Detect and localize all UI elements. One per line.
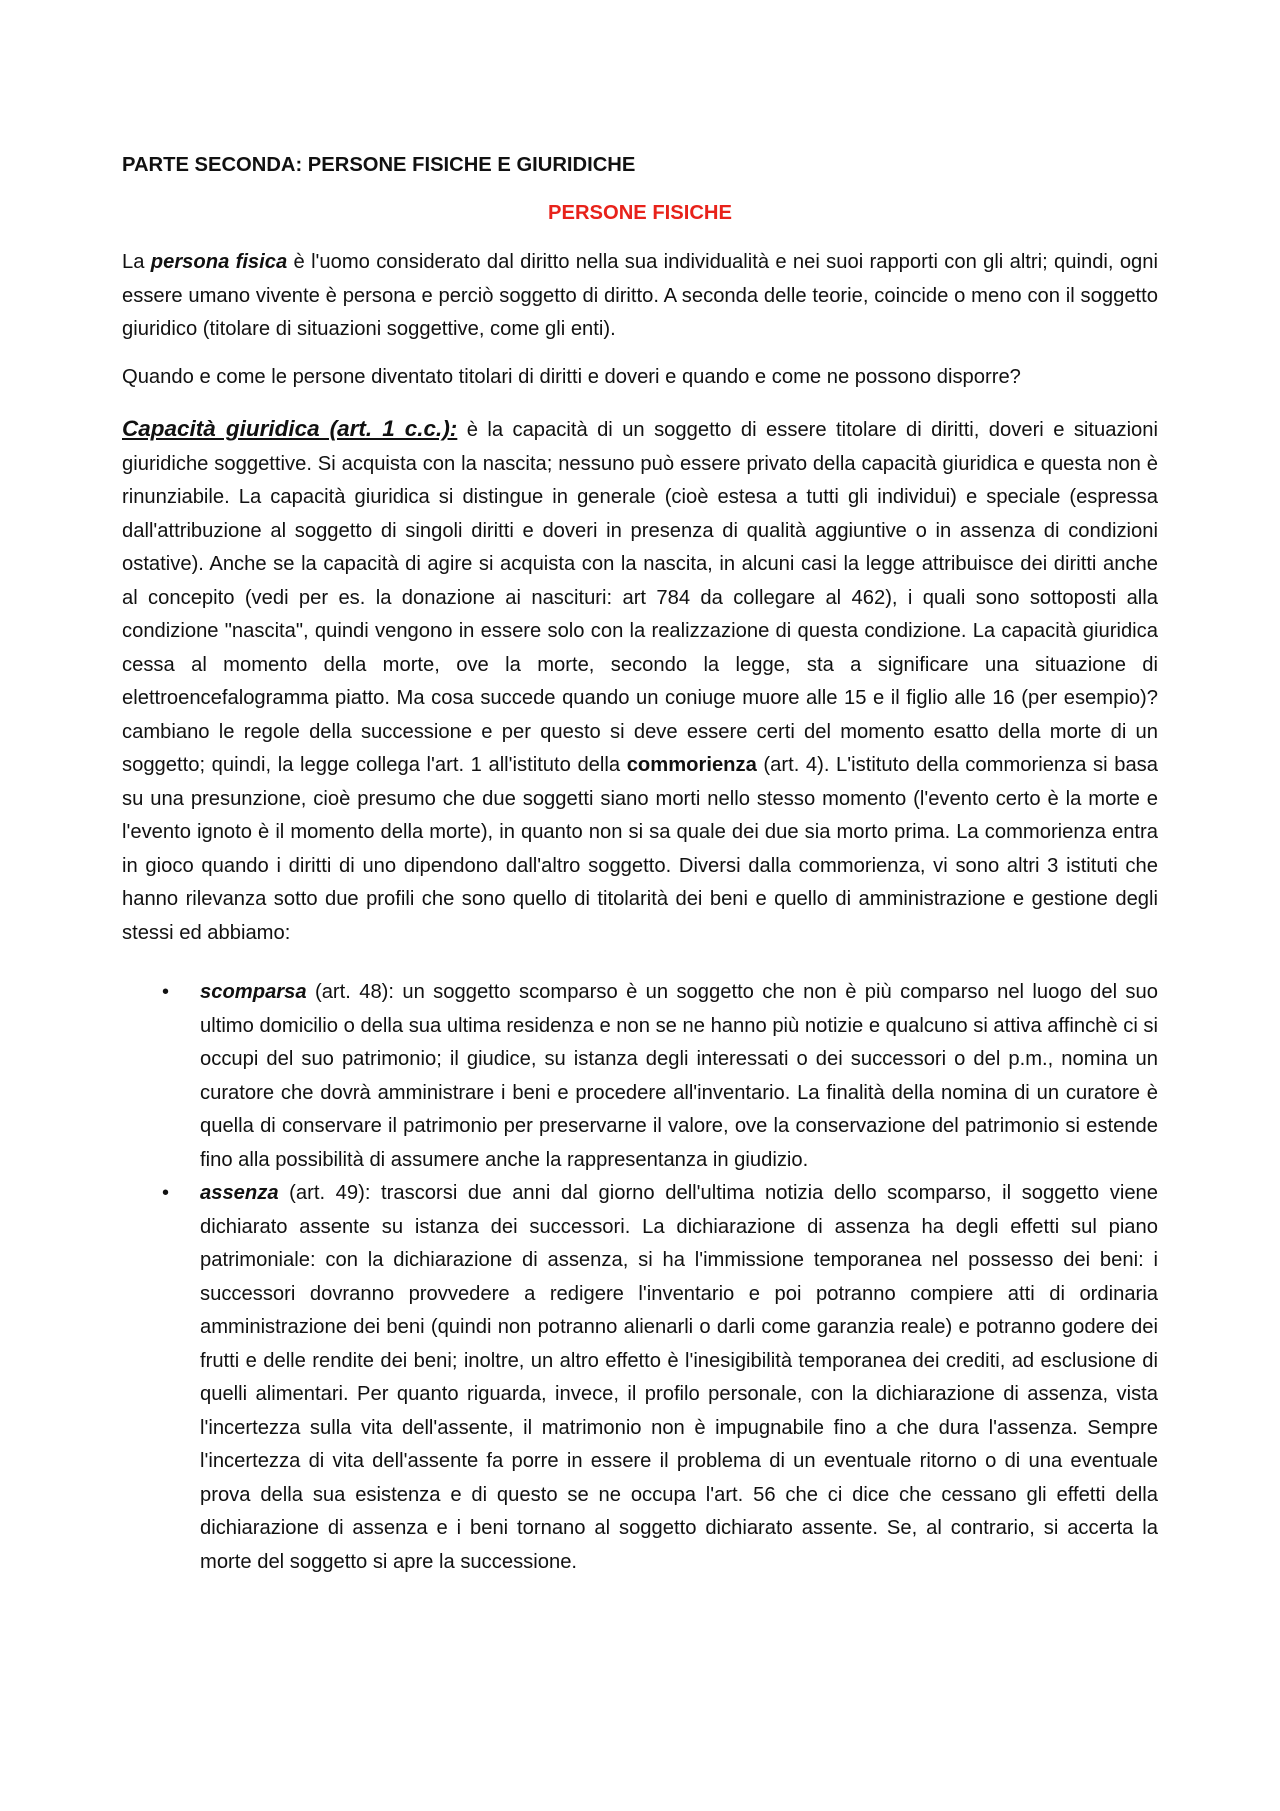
intro-text: è l'uomo considerato dal diritto nella sua individualità e nei suoi rapporti con gli altri; quindi, ogni essere umano vivente è persona e perciò soggetto di diritto. A seconda delle teorie, coincide o meno con il soggetto giuridico (titolare di situazioni soggettive, come gli enti). xyxy=(122,251,1158,340)
question-paragraph: Quando e come le persone diventato titolari di diritti e doveri e quando e come ne possono disporre? xyxy=(122,365,1021,388)
capacita-text-1: è la capacità di un soggetto di essere titolare di diritti, doveri e situazioni giuridiche soggettive. Si acquista con la nascita; nessuno può essere privato della capacità giuridica e questa non è rinunziabile. La capacità giuridica si distingue in generale (cioè estesa a tutti gli individui) e speciale (espressa dall'attribuzione al soggetto di singoli diritti e doveri in presenza di qualità aggiuntive o in assenza di condizioni ostative). Anche se la capacità di agire si acquista con la nascita, in alcuni casi la legge attribuisce dei diritti anche al concepito (vedi per es. la donazione ai nascituri: art 784 da collegare al 462), i quali sono sottoposti alla condizione "nascita", quindi vengono in essere solo con la realizzazione di questa condizione. La capacità giuridica cessa al momento della morte, ove la morte, secondo la legge, sta a significare una situazione di elettroencefalogramma piatto. Ma cosa succede quando un coniuge muore alle 15 e il figlio alle 16 (per esempio)? cambiano le regole della successione e per questo si deve essere certi del momento esatto della morte di un soggetto; quindi, la legge collega l'art. 1 all'istituto della xyxy=(122,419,1158,776)
bullet-icon: • xyxy=(162,981,170,1003)
intro-pre: La xyxy=(122,251,151,273)
bullet-text: (art. 49): trascorsi due anni dal giorno dell'ultima notizia dello scomparso, il soggetto viene dichiarato assente su istanza dei successori. La dichiarazione di assenza ha degli effetti sul piano patrimoniale: con la dichiarazione di assenza, si ha l'immissione temporanea nel possesso dei beni: i successori dovranno provvedere a redigere l'inventario e poi potranno compiere atti di ordinaria amministrazione dei beni (quindi non potranno alienarli o darli come garanzia reale) e potranno godere dei frutti e delle rendite dei beni; inoltre, un altro effetto è l'inesigibilità temporanea dei crediti, ad esclusione di quelli alimentari. Per quanto riguarda, invece, il profilo personale, con la dichiarazione di assenza, vista l'incertezza sulla vita dell'assente, il matrimonio non è impugnabile fino a che dura l'assenza. Sempre l'incertezza di vita dell'assente fa porre in essere il problema di un eventuale ritorno o di una eventuale prova della sua esistenza e di questo se ne occupa l'art. 56 che ci dice che cessano gli effetti della dichiarazione di assenza e i beni tornano al soggetto dichiarato assente. Se, al contrario, si accerta la morte del soggetto si apre la successione. xyxy=(200,1182,1158,1573)
capacita-paragraph xyxy=(122,412,1158,950)
bullet-list xyxy=(122,976,1158,1579)
commorienza-term: commorienza xyxy=(626,754,757,776)
capacita-text-2: (art. 4). L'istituto della commorienza si basa su una presunzione, cioè presumo che due soggetti siano morti nello stesso momento (l'evento certo è la morte e l'evento ignoto è il momento della morte), in quanto non si sa quale dei due sia morto prima. La commorienza entra in gioco quando i diritti di uno dipendono dall'altro soggetto. Diversi dalla commorienza, vi sono altri 3 istituti che hanno rilevanza sotto due profili che sono quello di titolarità dei beni e quello di amministrazione e gestione degli stessi ed abbiamo: xyxy=(122,754,1159,944)
intro-term: persona fisica xyxy=(150,251,288,273)
section-title: PERSONE FISICHE xyxy=(548,202,732,224)
part-heading: PARTE SECONDA: PERSONE FISICHE E GIURIDICHE xyxy=(122,154,636,176)
capacita-heading: Capacità giuridica (art. 1 c.c.): xyxy=(122,416,458,441)
bullet-term: assenza xyxy=(200,1182,279,1204)
list-item xyxy=(122,1177,1158,1579)
bullet-icon: • xyxy=(162,1182,170,1204)
intro-paragraph xyxy=(122,246,1158,347)
list-item xyxy=(122,976,1158,1177)
document-page xyxy=(122,150,1158,1579)
bullet-text: (art. 48): un soggetto scomparso è un soggetto che non è più comparso nel luogo del suo ultimo domicilio o della sua ultima residenza e non se ne hanno più notizie e qualcuno si attiva affinchè ci si occupi del suo patrimonio; il giudice, su istanza degli interessati o dei successori o del p.m., nomina un curatore che dovrà amministrare i beni e procedere all'inventario. La finalità della nomina di un curatore è quella di conservare il patrimonio per preservarne il valore, ove la conservazione del patrimonio si estende fino alla possibilità di assumere anche la rappresentanza in giudizio. xyxy=(200,981,1158,1171)
bullet-term: scomparsa xyxy=(200,981,307,1003)
